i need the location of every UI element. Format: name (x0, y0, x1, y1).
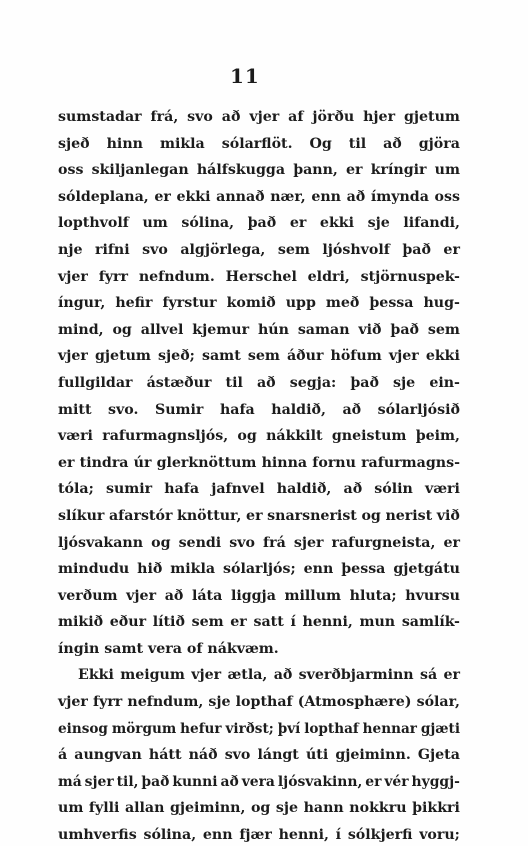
word: er (443, 534, 460, 551)
word: voru; (419, 827, 460, 844)
word: sólina, (181, 215, 235, 232)
word: snarsnerist (267, 507, 357, 524)
word: satt (253, 614, 284, 631)
word: nákkilt (266, 428, 323, 445)
word: hluta; (349, 587, 397, 604)
word: allvel (140, 321, 184, 338)
word: segja: (289, 374, 337, 391)
word: að (343, 481, 363, 498)
word: verðum (58, 587, 118, 604)
word: sem (247, 348, 280, 365)
word: það (402, 241, 431, 258)
text-line (58, 556, 460, 583)
word: ekki (176, 188, 211, 205)
word: gjetum (94, 348, 151, 365)
word: mitt (58, 401, 92, 418)
word: mind, (58, 321, 104, 338)
word: að (221, 109, 241, 125)
word: Gjeta (417, 747, 460, 764)
word: lopthaf (304, 720, 359, 737)
text-line (58, 476, 460, 503)
word: komið (226, 295, 276, 312)
word: rafurgneista, (331, 534, 436, 551)
word: að (383, 135, 402, 152)
word: lopthaf (235, 694, 293, 711)
word: lángt (257, 747, 299, 764)
word: að (164, 587, 184, 604)
word: sjer (293, 534, 324, 551)
word: jafnvel (211, 481, 265, 498)
word: hún (257, 321, 289, 338)
word: fyrr (98, 268, 128, 285)
word: oss (58, 162, 84, 179)
word: Ekki (78, 667, 114, 684)
word: sverðbjarminn (298, 667, 414, 684)
word: væri (424, 481, 460, 498)
word: hjer (363, 109, 396, 125)
word: má (58, 773, 82, 790)
word: fornu (312, 454, 356, 471)
word: sólkjerfi (347, 827, 413, 844)
word: samt (202, 348, 241, 365)
word: sem (191, 614, 224, 631)
word: vjer (191, 667, 222, 684)
word: hug- (423, 295, 460, 312)
text-line (58, 104, 460, 131)
word: og (361, 507, 381, 524)
word: kríngir (370, 162, 427, 179)
word: henni, (302, 614, 353, 631)
word: hið (137, 561, 163, 578)
word: svo (142, 241, 168, 258)
word: um (142, 215, 168, 232)
word: mikla (159, 135, 205, 152)
word: úti (305, 747, 329, 764)
word: haldið, (271, 401, 326, 418)
text-line (58, 264, 460, 291)
text-line (58, 343, 460, 370)
word: vjer (58, 348, 88, 365)
word: einsog (58, 720, 108, 737)
word: lifandi, (403, 215, 460, 232)
word: um (434, 162, 460, 179)
text-line (58, 689, 460, 716)
word: um (58, 800, 84, 817)
word: og (151, 534, 171, 551)
word: mörgum (111, 720, 177, 737)
word: að (273, 667, 293, 684)
word: það (350, 374, 379, 391)
word: tindra (79, 454, 129, 471)
word: kjemur (192, 321, 250, 338)
word: tóla; (58, 481, 94, 498)
text-line (58, 157, 460, 184)
word: sumstadar (58, 109, 142, 125)
word: mikið (58, 614, 104, 631)
body-text (58, 104, 460, 849)
word: sje (393, 374, 416, 391)
word: svo (224, 747, 251, 764)
word: glerknöttum (156, 454, 257, 471)
word: lopthvolf (58, 215, 129, 232)
word: virðst; (225, 720, 274, 737)
word: nefndum. (138, 268, 215, 285)
word: sólarljósið (377, 401, 460, 418)
word: enn (202, 827, 233, 844)
word: af (288, 109, 304, 125)
word: skiljanlegan (91, 162, 189, 179)
word: umhverfis (58, 827, 137, 844)
text-line (58, 609, 460, 636)
word: sje (208, 694, 231, 711)
word: eldri, (307, 268, 350, 285)
word: sje (367, 215, 390, 232)
word: annað (216, 188, 265, 205)
word: til, (116, 773, 139, 790)
text-line (58, 716, 460, 743)
word: hinna (261, 454, 308, 471)
word: nákvæm. (207, 640, 279, 657)
word: rifni (94, 241, 130, 258)
word: jörðu (312, 109, 355, 125)
word: saman (297, 321, 350, 338)
word: er (154, 188, 171, 205)
word: vjer (58, 268, 88, 285)
word: nefndum, (127, 694, 204, 711)
text-line (58, 769, 460, 796)
word: er (246, 507, 263, 524)
word: hann (303, 800, 344, 817)
word: það (247, 215, 277, 232)
word: sá (419, 667, 438, 684)
word: til (225, 374, 243, 391)
word: kunni (172, 773, 218, 790)
word: of (186, 640, 208, 657)
word: og (112, 321, 132, 338)
word: náð (188, 747, 218, 764)
word: Og (309, 135, 332, 152)
word: er (230, 614, 247, 631)
word: það (141, 773, 170, 790)
word: vjer (58, 694, 88, 711)
word: frá, (150, 109, 179, 125)
word: nerist (385, 507, 433, 524)
word: hinn (106, 135, 143, 152)
word: væri (58, 428, 93, 445)
word: frá (263, 534, 286, 551)
word: vera (241, 773, 275, 790)
word: gjæti (420, 720, 460, 737)
word: sem (277, 241, 310, 258)
word: er (58, 454, 75, 471)
word: íngin (58, 640, 105, 657)
word: ljósvakann (58, 534, 144, 551)
word: enn (303, 561, 334, 578)
word: hefir (115, 295, 153, 312)
word: hafa (219, 401, 255, 418)
word: fjær (239, 827, 272, 844)
word: að (346, 188, 366, 205)
word: sjeð (58, 135, 90, 152)
word: vera (147, 640, 187, 657)
word: gjeiminn, (169, 800, 246, 817)
word: rafurmagns- (361, 454, 460, 471)
word: enn (311, 188, 341, 205)
word: með (325, 295, 360, 312)
word: ljóshvolf (322, 241, 390, 258)
word: er (346, 162, 363, 179)
word: hálfskugga (196, 162, 286, 179)
word: þessa (369, 295, 414, 312)
word: eður (109, 614, 147, 631)
word: nokkru (349, 800, 407, 817)
text-line (58, 636, 460, 663)
word: því (277, 720, 301, 737)
word: allan (124, 800, 165, 817)
word: fullgildar (58, 374, 133, 391)
word: aungvan (74, 747, 142, 764)
word: er (365, 773, 382, 790)
word: Sumir (154, 401, 204, 418)
word: fylli (88, 800, 120, 817)
text-line (58, 530, 460, 557)
word: þessa (341, 561, 386, 578)
word: svo (229, 534, 255, 551)
word: hafa (164, 481, 200, 498)
word: sólarljós; (223, 561, 296, 578)
word: gjeiminn. (335, 747, 411, 764)
word: gjöra (418, 135, 460, 152)
word: gneistum (331, 428, 407, 445)
word: ætla, (227, 667, 268, 684)
word: sólarflöt. (221, 135, 293, 152)
word: í (290, 614, 296, 631)
word: mikla (170, 561, 216, 578)
word: samlík- (401, 614, 460, 631)
word: upp (285, 295, 316, 312)
text-line (58, 822, 460, 849)
word: svo (187, 109, 213, 125)
page-number: 11 (230, 64, 260, 88)
word: að (342, 401, 362, 418)
word: að (220, 773, 239, 790)
word: algjörlega, (180, 241, 266, 258)
word: og (237, 428, 257, 445)
word: sjer (84, 773, 114, 790)
word: sóldeplana, (58, 188, 149, 205)
word: á (58, 747, 68, 764)
word: hyggj- (411, 773, 460, 790)
text-line (58, 131, 460, 158)
word: Herschel (225, 268, 297, 285)
word: sjeð; (158, 348, 195, 365)
word: svo. (108, 401, 139, 418)
text-line (58, 290, 460, 317)
word: knöttur, (177, 507, 242, 524)
word: vjer (249, 109, 280, 125)
word: lítið (152, 614, 185, 631)
text-line (58, 503, 460, 530)
text-line (58, 184, 460, 211)
word: nær, (270, 188, 306, 205)
text-line (58, 397, 460, 424)
word: sólin (374, 481, 413, 498)
word: sólina, (143, 827, 197, 844)
word: að (256, 374, 276, 391)
text-line (58, 423, 460, 450)
word: við (436, 507, 460, 524)
word: ekki (425, 348, 460, 365)
word: vér (384, 773, 409, 790)
word: hvursu (405, 587, 460, 604)
word: sólar, (416, 694, 460, 711)
word: sem (427, 321, 460, 338)
word: samt (104, 640, 148, 657)
word: ástæður (146, 374, 212, 391)
word: úr (133, 454, 152, 471)
word: þann, (293, 162, 338, 179)
word: rafurmagnsljós, (102, 428, 229, 445)
word: íngur, (58, 295, 106, 312)
word: er (443, 241, 460, 258)
text-line (58, 210, 460, 237)
word: nje (58, 241, 83, 258)
word: og (250, 800, 271, 817)
word: láta (191, 587, 223, 604)
word: afarstór (108, 507, 173, 524)
word: mun (359, 614, 396, 631)
word: (Atmosphære) (297, 694, 412, 711)
word: meigum (120, 667, 185, 684)
text-line (58, 795, 460, 822)
word: til (348, 135, 367, 152)
word: ímynda (370, 188, 429, 205)
text-line (58, 583, 460, 610)
text-line (58, 450, 460, 477)
text-line (58, 370, 460, 397)
word: þeim, (415, 428, 460, 445)
word: hefur (180, 720, 222, 737)
word: þikkri (412, 800, 460, 817)
word: oss (434, 188, 460, 205)
word: er (289, 215, 307, 232)
word: haldið, (276, 481, 332, 498)
word: er (443, 667, 460, 684)
word: í (335, 827, 342, 844)
text-line (58, 317, 460, 344)
word: ljósvakinn, (277, 773, 363, 790)
word: gjetgátu (393, 561, 460, 578)
word: ekki (319, 215, 354, 232)
word: fyrstur (162, 295, 217, 312)
text-line (58, 742, 460, 769)
text-line (58, 662, 460, 689)
word: það (390, 321, 419, 338)
word: vjer (388, 348, 419, 365)
word: slíkur (58, 507, 105, 524)
word: millum (284, 587, 342, 604)
word: henni, (278, 827, 329, 844)
word: stjörnuspek- (360, 268, 460, 285)
word: höfum (330, 348, 382, 365)
word: við (358, 321, 382, 338)
word: áður (286, 348, 324, 365)
word: hátt (148, 747, 182, 764)
word: fyrr (92, 694, 123, 711)
word: gjetum (403, 109, 460, 125)
word: sje (275, 800, 299, 817)
text-line (58, 237, 460, 264)
word: hennar (362, 720, 417, 737)
word: liggja (230, 587, 276, 604)
word: vjer (126, 587, 157, 604)
word: sendi (178, 534, 222, 551)
word: ein- (429, 374, 460, 391)
word: sumir (105, 481, 153, 498)
word: mindudu (58, 561, 130, 578)
